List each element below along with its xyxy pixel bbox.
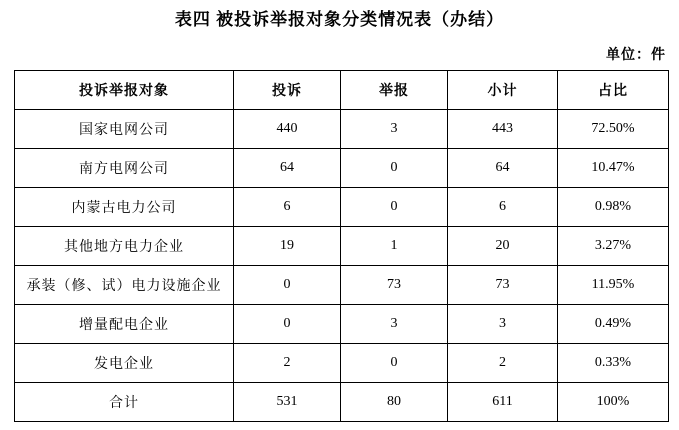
cell-target: 其他地方电力企业 — [15, 227, 234, 266]
cell-proportion: 11.95% — [558, 266, 669, 305]
cell-subtotal: 73 — [448, 266, 558, 305]
cell-subtotal: 443 — [448, 110, 558, 149]
cell-reports: 1 — [341, 227, 448, 266]
complaint-target-table — [14, 70, 669, 422]
cell-reports: 80 — [341, 383, 448, 422]
cell-complaints: 440 — [234, 110, 341, 149]
table-header-row — [15, 71, 669, 110]
cell-complaints: 0 — [234, 266, 341, 305]
cell-complaints: 19 — [234, 227, 341, 266]
cell-complaints: 2 — [234, 344, 341, 383]
cell-proportion: 100% — [558, 383, 669, 422]
cell-subtotal: 611 — [448, 383, 558, 422]
cell-proportion: 0.33% — [558, 344, 669, 383]
table-row — [15, 188, 669, 227]
cell-target: 合计 — [15, 383, 234, 422]
cell-proportion: 10.47% — [558, 149, 669, 188]
cell-reports: 73 — [341, 266, 448, 305]
cell-target: 承装（修、试）电力设施企业 — [15, 266, 234, 305]
col-header-subtotal: 小计 — [448, 71, 558, 110]
cell-target: 国家电网公司 — [15, 110, 234, 149]
cell-complaints: 64 — [234, 149, 341, 188]
cell-proportion: 3.27% — [558, 227, 669, 266]
cell-target: 内蒙古电力公司 — [15, 188, 234, 227]
cell-proportion: 72.50% — [558, 110, 669, 149]
cell-reports: 0 — [341, 344, 448, 383]
cell-subtotal: 3 — [448, 305, 558, 344]
cell-proportion: 0.49% — [558, 305, 669, 344]
col-header-target: 投诉举报对象 — [15, 71, 234, 110]
table-row — [15, 305, 669, 344]
table-row — [15, 344, 669, 383]
cell-target: 增量配电企业 — [15, 305, 234, 344]
page-title: 表四 被投诉举报对象分类情况表（办结） — [174, 10, 505, 29]
table-row — [15, 266, 669, 305]
table-row-total — [15, 383, 669, 422]
cell-complaints: 0 — [234, 305, 341, 344]
cell-subtotal: 20 — [448, 227, 558, 266]
cell-target: 南方电网公司 — [15, 149, 234, 188]
cell-reports: 3 — [341, 305, 448, 344]
col-header-complaints: 投诉 — [234, 71, 341, 110]
col-header-reports: 举报 — [341, 71, 448, 110]
table-row — [15, 110, 669, 149]
cell-subtotal: 64 — [448, 149, 558, 188]
table-row — [15, 149, 669, 188]
cell-reports: 0 — [341, 188, 448, 227]
col-header-proportion: 占比 — [558, 71, 669, 110]
cell-complaints: 531 — [234, 383, 341, 422]
cell-reports: 0 — [341, 149, 448, 188]
cell-subtotal: 2 — [448, 344, 558, 383]
cell-reports: 3 — [341, 110, 448, 149]
cell-subtotal: 6 — [448, 188, 558, 227]
table-row — [15, 227, 669, 266]
cell-complaints: 6 — [234, 188, 341, 227]
cell-proportion: 0.98% — [558, 188, 669, 227]
unit-label: 单位：件 — [606, 48, 666, 63]
cell-target: 发电企业 — [15, 344, 234, 383]
